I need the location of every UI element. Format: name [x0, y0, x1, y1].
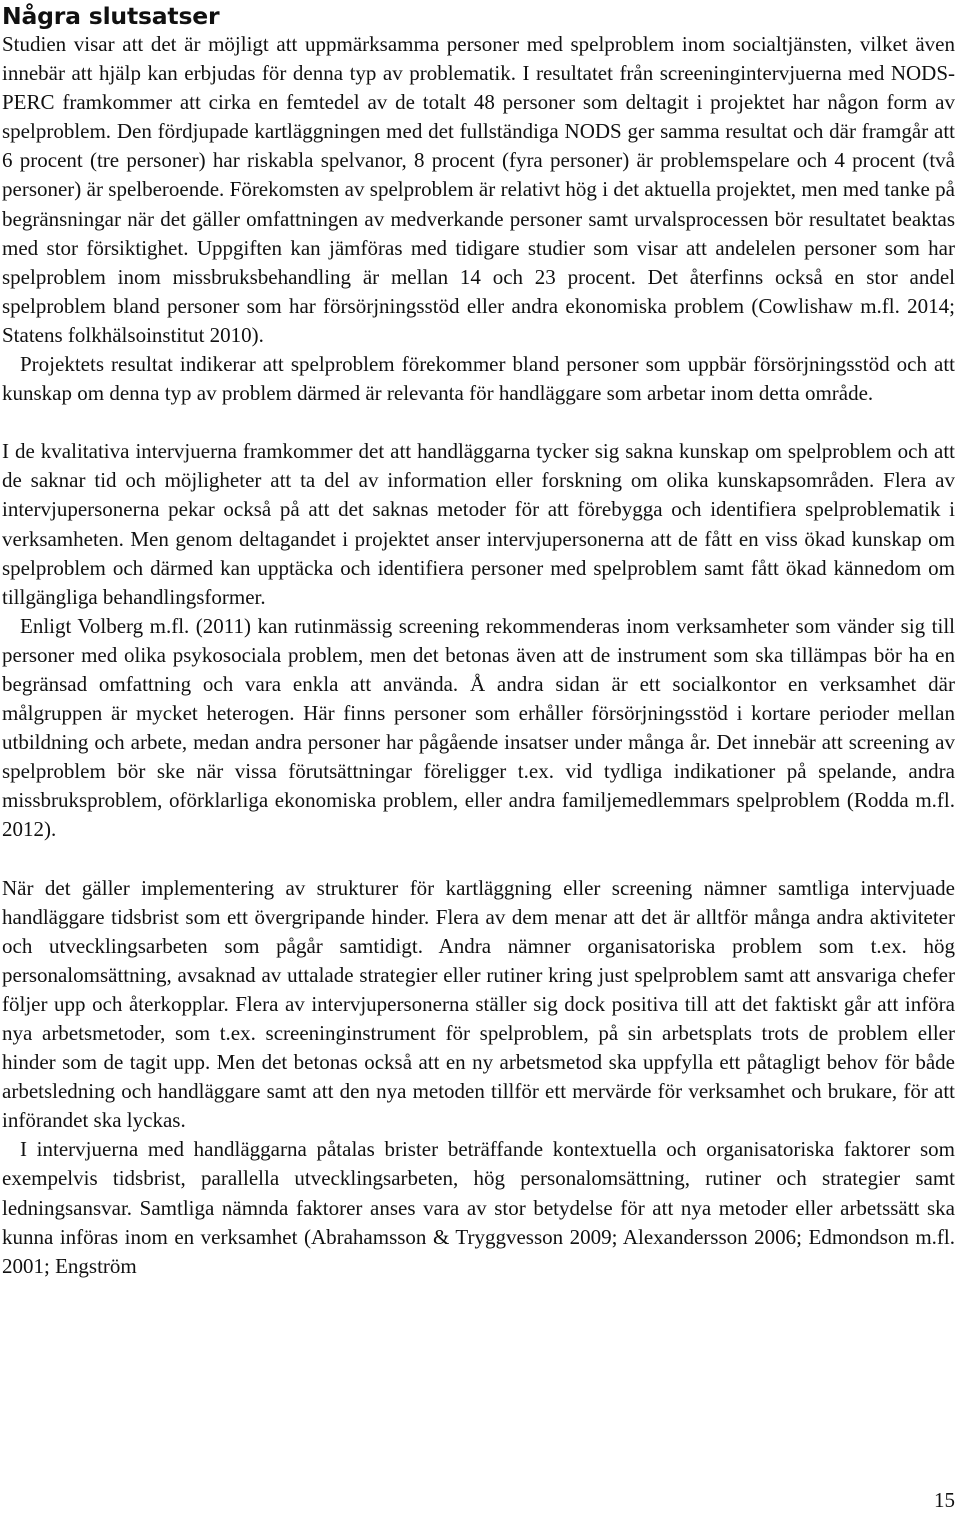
paragraph-2: Projektets resultat indikerar att spelproblem förekommer bland personer som uppbär försörjningsstöd och att kunskap om denna typ av problem därmed är relevanta för handläggare som arbetar inom detta område.	[2, 352, 955, 406]
paragraph-1: Studien visar att det är möjligt att uppmärksamma personer med spelproblem inom socialtjänsten, vilket även innebär att hjälp kan erbjudas för denna typ av problematik. I resultatet från screeningintervjuerna med NODS-PERC framkommer att cirka en femtedel av de totalt 48 personer som deltagit i projektet har någon form av spelproblem. Den fördjupade kartläggningen med det fullständiga NODS ger samma resultat och där framgår att 6 procent (tre personer) har riskabla spelvanor, 8 procent (fyra personer) är problemspelare och 4 procent (två personer) är spelberoende. Förekomsten av spelproblem är relativt hög i det aktuella projektet, men med tanke på begränsningar när det gäller omfattningen av medverkande personer samt urvalsprocessen bör resultatet beaktas med stor försiktighet. Uppgiften kan jämföras med tidigare studier som visar att andelelen personer som har spelproblem inom missbruksbehandling är mellan 14 och 23 procent. Det återfinns också en stor andel spelproblem bland personer som har försörjningsstöd eller andra ekonomiska problem (Cowlishaw m.fl. 2014; Statens folkhälsoinstitut 2010).	[2, 32, 955, 347]
paragraph-gap	[2, 845, 955, 874]
document-page	[2, 0, 955, 1281]
page-number: 15	[934, 1488, 955, 1512]
section-heading: Några slutsatser	[2, 2, 220, 30]
paragraph-4: Enligt Volberg m.fl. (2011) kan rutinmässig screening rekommenderas inom verksamheter som vänder sig till personer med olika psykosociala problem, men det betonas även att de instrument som ska tillämpas bör ha en begränsad omfattning och vara enkla att använda. Å andra sidan är ett socialkontor en verksamhet där målgruppen är mycket heterogen. Här finns personer som erhåller försörjningsstöd i kortare perioder mellan utbildning och arbete, medan andra personer har pågående insatser under många år. Det innebär att screening av spelproblem bör ske när vissa förutsättningar föreligger t.ex. vid tydliga indikationer på spelande, andra missbruksproblem, oförklarliga ekonomiska problem, eller andra familjemedlemmars spelproblem (Rodda m.fl. 2012).	[2, 613, 955, 842]
paragraph-3: I de kvalitativa intervjuerna framkommer det att handläggarna tycker sig sakna kunskap om spelproblem och att de saknar tid och möjligheter att ta del av information eller forskning om olika kunskapsområden. Flera av intervjupersonerna pekar också på att det saknas metoder för att förebygga och identifiera spelproblematik i verksamheten. Men genom deltagandet i projektet anser intervjupersonerna att de fått en viss ökad kunskap om spelproblem och därmed kan upptäcka och identifiera personer med spelproblem samt fått ökad kännedom om tillgängliga behandlingsformer.	[2, 439, 955, 609]
paragraph-6: I intervjuerna med handläggarna påtalas brister beträffande kontextuella och organisatoriska faktorer som exempelvis tidsbrist, parallella utvecklingsarbeten, hög personalomsättning, rutiner och strategier samt ledningsansvar. Samtliga nämnda faktorer anses vara av stor betydelse för att nya metoder eller arbetssätt ska kunna införas inom en verksamhet (Abrahamsson & Tryggvesson 2009; Alexandersson 2006; Edmondson m.fl. 2001; Engström	[2, 1137, 955, 1278]
paragraph-gap	[2, 408, 955, 437]
paragraph-5: När det gäller implementering av strukturer för kartläggning eller screening nämner samtliga intervjuade handläggare tidsbrist som ett övergripande hinder. Flera av dem menar att det är alltför många andra aktiviteter och utvecklingsarbeten som pågår samtidigt. Andra nämner organisatoriska problem som t.ex. hög personalomsättning, avsaknad av uttalade strategier eller rutiner kring just spelproblem samt att ansvariga chefer följer upp och återkopplar. Flera av intervjupersonerna ställer sig dock positiva till att det faktiskt går att införa nya arbetsmetoder, som t.ex. screeninginstrument för spelproblem, på sin arbetsplats trots de problem eller hinder som de tagit upp. Men det betonas också att en ny arbetsmetod ska uppfylla ett påtagligt behov för både arbetsledning och handläggare samt att den nya metoden tillför ett mervärde för verksamhet och brukare, för att införandet ska lyckas.	[2, 875, 955, 1133]
